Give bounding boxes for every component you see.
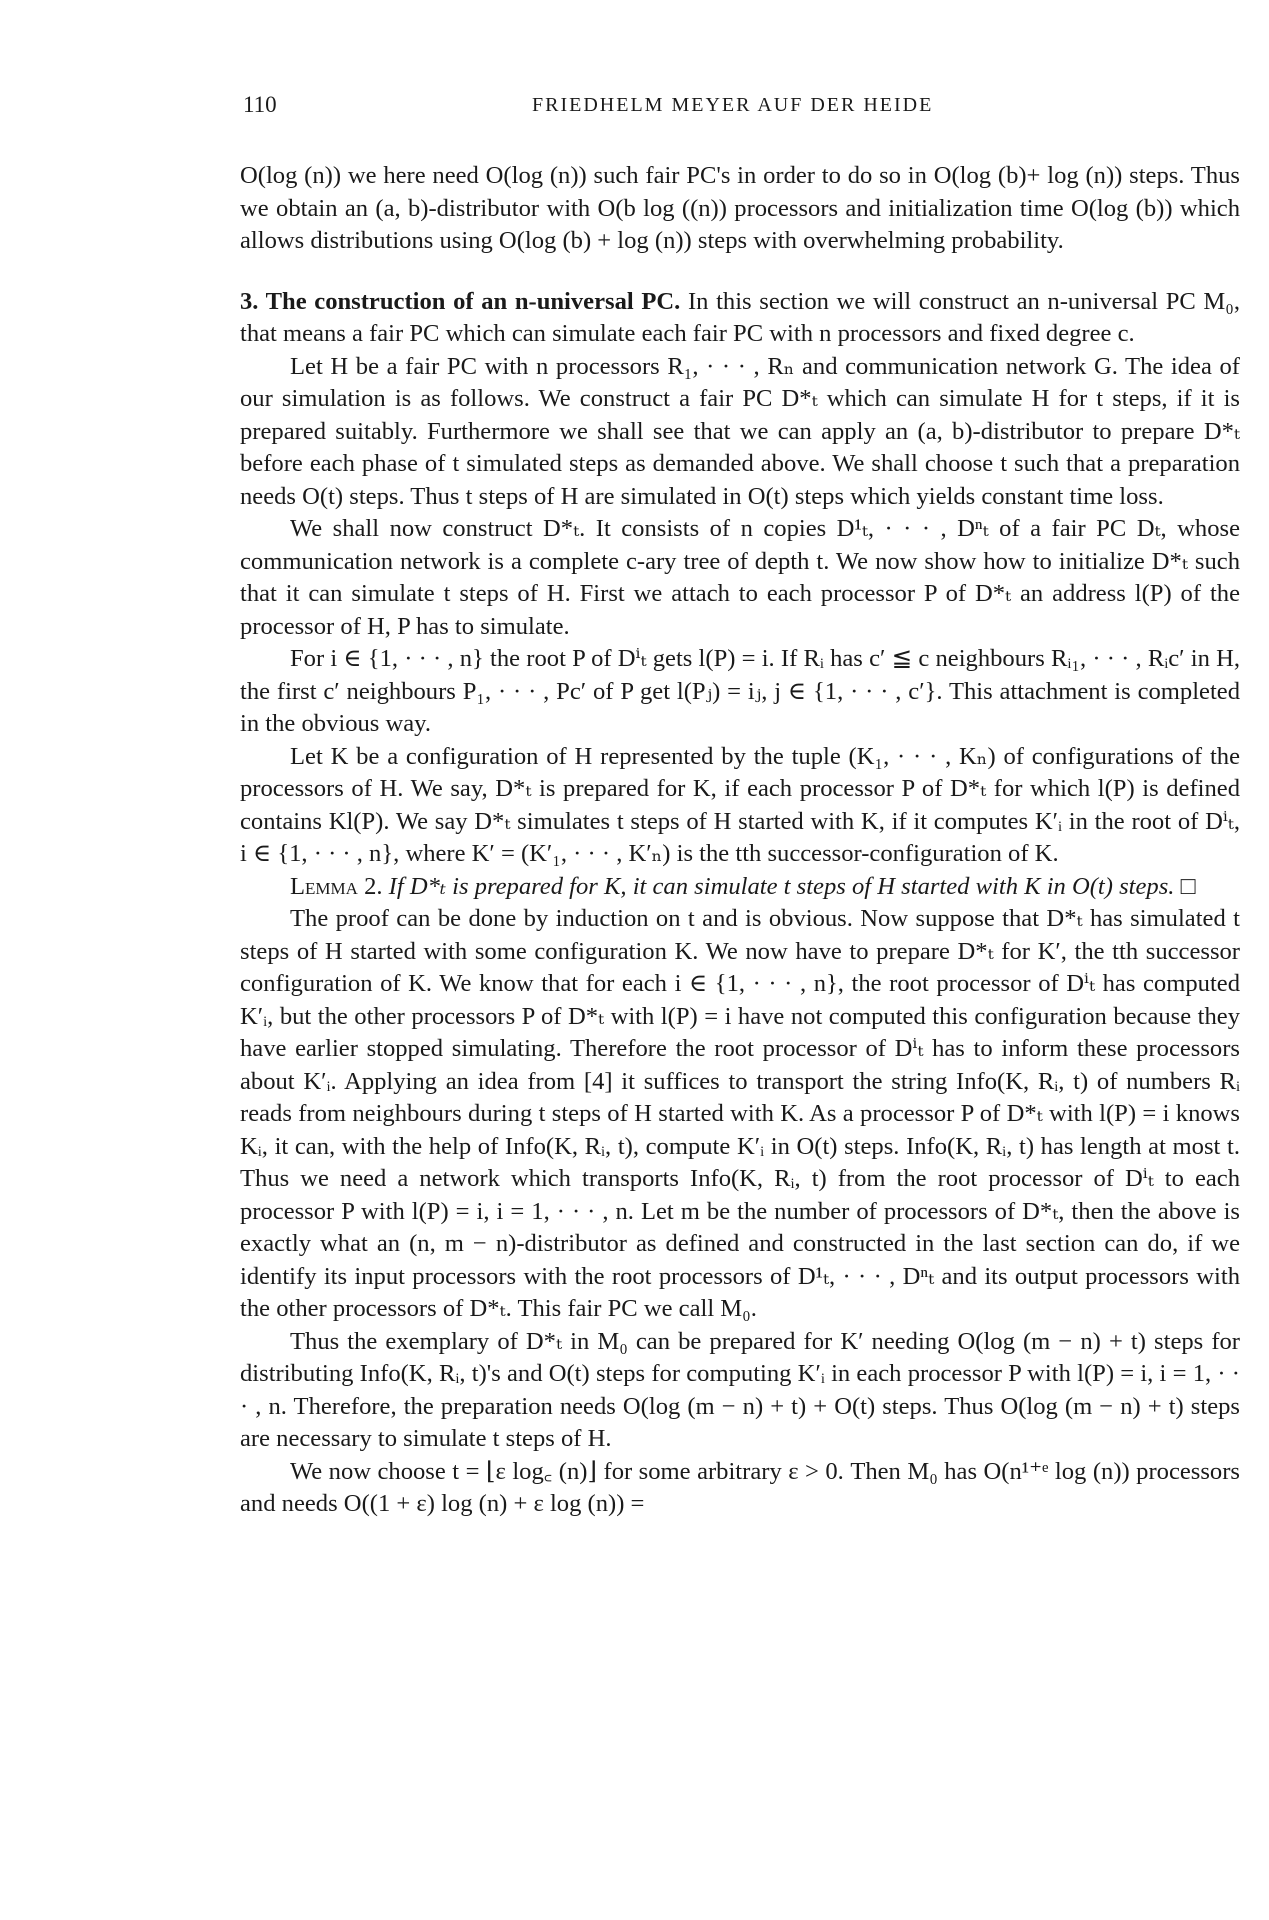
paragraph-preparation: Thus the exemplary of D*ₜ in M₀ can be prepared for K′ needing O(log (m − n) + t) steps for distributing Info(K, Rᵢ, t)'s and O(t) steps for computing K′ᵢ in each processor P with l(P) = i, i = 1, · · · , n. Therefore, the preparation needs O(log (m − n) + t) + O(t) steps. Thus O(log (m − n) + t) steps are necessary to simulate t steps of H. <box>240 1327 1240 1452</box>
page-header <box>0 92 1269 126</box>
body-text <box>240 160 1240 1521</box>
paragraph-simulation-idea: Let H be a fair PC with n processors R₁, · · · , Rₙ and communication network G. The idea of our simulation is as follows. We construct a fair PC D*ₜ which can simulate H for t steps, if it is prepared suitably. Furthermore we shall see that we can apply an (a, b)-distributor to prepare D*ₜ before each phase of t simulated steps as demanded above. We shall choose t such that a preparation needs O(t) steps. Thus t steps of H are simulated in O(t) steps which yields constant time loss. <box>240 352 1240 510</box>
paragraph-configuration: Let K be a configuration of H represented by the tuple (K₁, · · · , Kₙ) of configurations of the processors of H. We say, D*ₜ is prepared for K, if each processor P of D*ₜ for which l(P) is defined contains Kl(P). We say D*ₜ simulates t steps of H started with K, if it computes K′ᵢ in the root of Dⁱₜ, i ∈ {1, · · · , n}, where K′ = (K′₁, · · · , K′ₙ) is the tth successor-configuration of K. <box>240 742 1240 867</box>
section-intro-text: In this section we will construct an n-universal PC M₀, that means a fair PC which can simulate each fair PC with n processors and fixed degree c. <box>240 287 1241 347</box>
paragraph-construct-d: We shall now construct D*ₜ. It consists of n copies D¹ₜ, · · · , Dⁿₜ of a fair PC Dₜ, whose communication network is a complete c-ary tree of depth t. We now show how to initialize D*ₜ such that it can simulate t steps of H. First we attach to each processor P of D*ₜ an address l(P) of the processor of H, P has to simulate. <box>240 515 1240 640</box>
paragraph-continuation: O(log (n)) we here need O(log (n)) such fair PC's in order to do so in O(log (b)+ log (n)) steps. Thus we obtain an (a, b)-distributor with O(b log ((n)) processors and initialization time O(log (b)) which allows distributions using O(log (b) + log (n)) steps with overwhelming probability. <box>240 162 1240 254</box>
section-title: 3. The construction of an n-universal PC. <box>240 287 681 315</box>
paragraph-attachment: For i ∈ {1, · · · , n} the root P of Dⁱₜ gets l(P) = i. If Rᵢ has c′ ≦ c neighbours Rᵢ₁, · · · , Rᵢc′ in H, the first c′ neighbours P₁, · · · , Pc′ of P get l(Pⱼ) = iⱼ, j ∈ {1, · · · , c′}. This attachment is completed in the obvious way. <box>240 645 1240 737</box>
lemma-2 <box>240 871 1240 904</box>
page-number: 110 <box>243 92 277 117</box>
lemma-statement: If D*ₜ is prepared for K, it can simulate t steps of H started with K in O(t) steps. □ <box>388 872 1196 900</box>
paragraph-proof: The proof can be done by induction on t and is obvious. Now suppose that D*ₜ has simulated t steps of H started with some configuration K. We now have to prepare D*ₜ for K′, the tth successor configuration of K. We know that for each i ∈ {1, · · · , n}, the root processor of Dⁱₜ has computed K′ᵢ, but the other processors P of D*ₜ with l(P) = i have not computed this configuration because they have earlier stopped simulating. Therefore the root processor of Dⁱₜ has to inform these processors about K′ᵢ. Applying an idea from [4] it suffices to transport the string Info(K, Rᵢ, t) of numbers Rᵢ reads from neighbours during t steps of H started with K. As a processor P of D*ₜ with l(P) = i knows Kᵢ, it can, with the help of Info(K, Rᵢ, t), compute K′ᵢ in O(t) steps. Info(K, Rᵢ, t) has length at most t. Thus we need a network which transports Info(K, Rᵢ, t) from the root processor of Dⁱₜ to each processor P with l(P) = i, i = 1, · · · , n. Let m be the number of processors of D*ₜ, then the above is exactly what an (n, m − n)-distributor as defined and constructed in the last section can do, if we identify its input processors with the root processors of D¹ₜ, · · · , Dⁿₜ and its output processors with the other processors of D*ₜ. This fair PC we call M₀. <box>240 905 1240 1322</box>
section-3-intro <box>240 286 1240 351</box>
paragraph-choose-t: We now choose t = ⌊ε log꜀ (n)⌋ for some arbitrary ε > 0. Then M₀ has O(n¹⁺ᵉ log (n)) processors and needs O((1 + ε) log (n) + ε log (n)) = <box>240 1457 1240 1517</box>
running-head: FRIEDHELM MEYER AUF DER HEIDE <box>532 94 934 116</box>
lemma-label: Lemma 2. <box>290 872 383 900</box>
